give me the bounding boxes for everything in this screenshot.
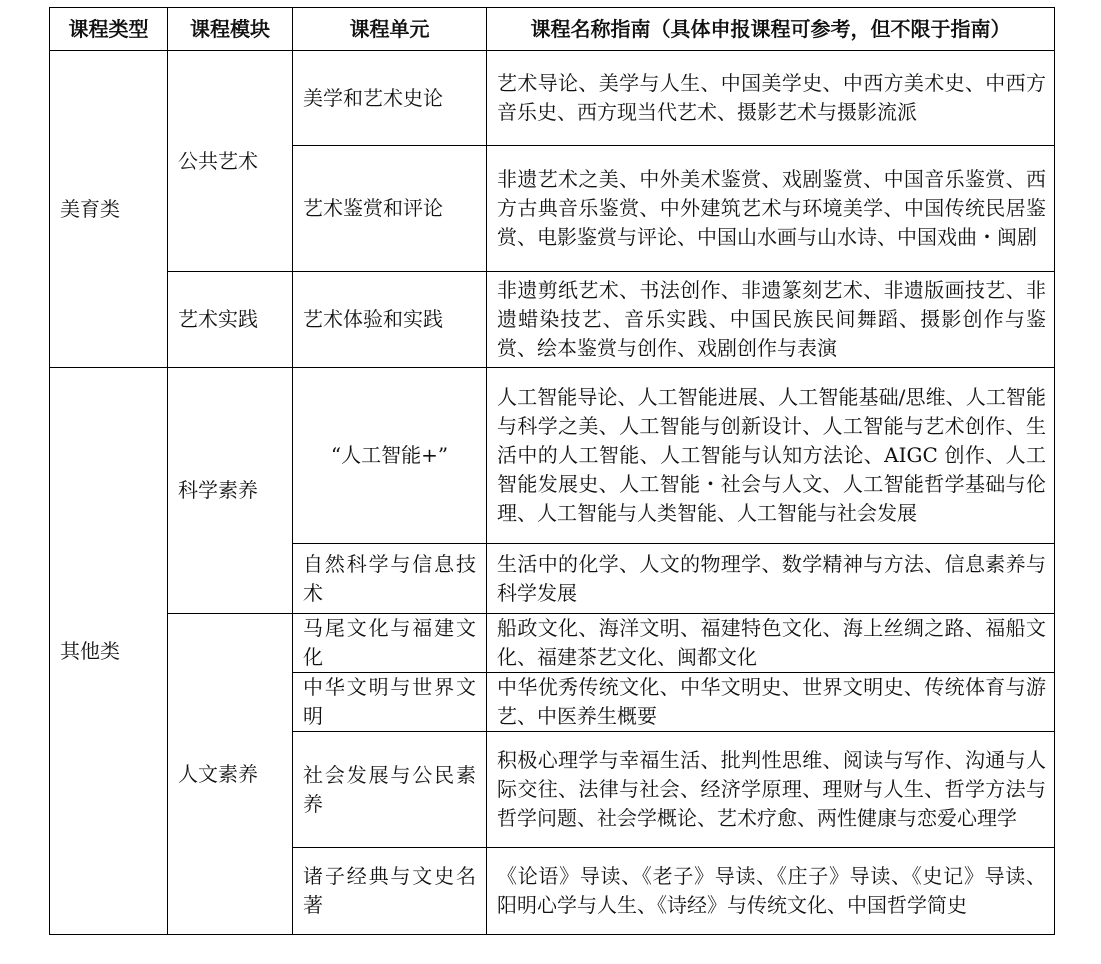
module-cell-science: 科学素养 (168, 368, 293, 614)
module-cell-public-art: 公共艺术 (168, 51, 293, 272)
course-names-cell: 人工智能导论、人工智能进展、人工智能基础/思维、人工智能与科学之美、人工智能与创新设计、人工智能与艺术创作、生活中的人工智能、人工智能与认知方法论、AIGC 创作、人工智能发展史、人工智能・社会与人文、人工智能哲学基础与伦理、人工智能与人类智能、人工智能与社会发展 (487, 368, 1055, 544)
unit-cell: 艺术鉴赏和评论 (293, 146, 487, 272)
table-row (50, 614, 1055, 673)
table-row (50, 51, 1055, 146)
unit-cell: 诸子经典与文史名著 (293, 848, 487, 935)
course-names-cell: 艺术导论、美学与人生、中国美学史、中西方美术史、中西方音乐史、西方现当代艺术、摄影艺术与摄影流派 (487, 51, 1055, 146)
table-row (50, 368, 1055, 544)
unit-cell: 美学和艺术史论 (293, 51, 487, 146)
unit-cell: 艺术体验和实践 (293, 272, 487, 368)
course-names-cell: 中华优秀传统文化、中华文明史、世界文明史、传统体育与游艺、中医养生概要 (487, 673, 1055, 732)
course-names-cell: 生活中的化学、人文的物理学、数学精神与方法、信息素养与科学发展 (487, 544, 1055, 614)
header-course-type: 课程类型 (50, 8, 168, 51)
header-course-module: 课程模块 (168, 8, 293, 51)
course-names-cell: 非遗剪纸艺术、书法创作、非遗篆刻艺术、非遗版画技艺、非遗蜡染技艺、音乐实践、中国民族民间舞蹈、摄影创作与鉴赏、绘本鉴赏与创作、戏剧创作与表演 (487, 272, 1055, 368)
header-course-unit: 课程单元 (293, 8, 487, 51)
course-names-cell: 积极心理学与幸福生活、批判性思维、阅读与写作、沟通与人际交往、法律与社会、经济学原理、理财与人生、哲学方法与哲学问题、社会学概论、艺术疗愈、两性健康与恋爱心理学 (487, 732, 1055, 848)
header-row (50, 8, 1055, 51)
course-guide-table (49, 7, 1055, 935)
header-course-guide: 课程名称指南（具体申报课程可参考，但不限于指南） (487, 8, 1055, 51)
unit-cell: 自然科学与信息技术 (293, 544, 487, 614)
unit-cell: 马尾文化与福建文化 (293, 614, 487, 673)
course-names-cell: 非遗艺术之美、中外美术鉴赏、戏剧鉴赏、中国音乐鉴赏、西方古典音乐鉴赏、中外建筑艺术与环境美学、中国传统民居鉴赏、电影鉴赏与评论、中国山水画与山水诗、中国戏曲・闽剧 (487, 146, 1055, 272)
unit-cell: 社会发展与公民素养 (293, 732, 487, 848)
module-cell-art-practice: 艺术实践 (168, 272, 293, 368)
unit-cell: “人工智能+” (293, 368, 487, 544)
module-cell-humanities: 人文素养 (168, 614, 293, 935)
course-names-cell: 船政文化、海洋文明、福建特色文化、海上丝绸之路、福船文化、福建茶艺文化、闽都文化 (487, 614, 1055, 673)
course-names-cell: 《论语》导读、《老子》导读、《庄子》导读、《史记》导读、阳明心学与人生、《诗经》与传统文化、中国哲学简史 (487, 848, 1055, 935)
type-cell-aesthetic: 美育类 (50, 51, 168, 368)
type-cell-other: 其他类 (50, 368, 168, 935)
table-row (50, 272, 1055, 368)
unit-cell: 中华文明与世界文明 (293, 673, 487, 732)
